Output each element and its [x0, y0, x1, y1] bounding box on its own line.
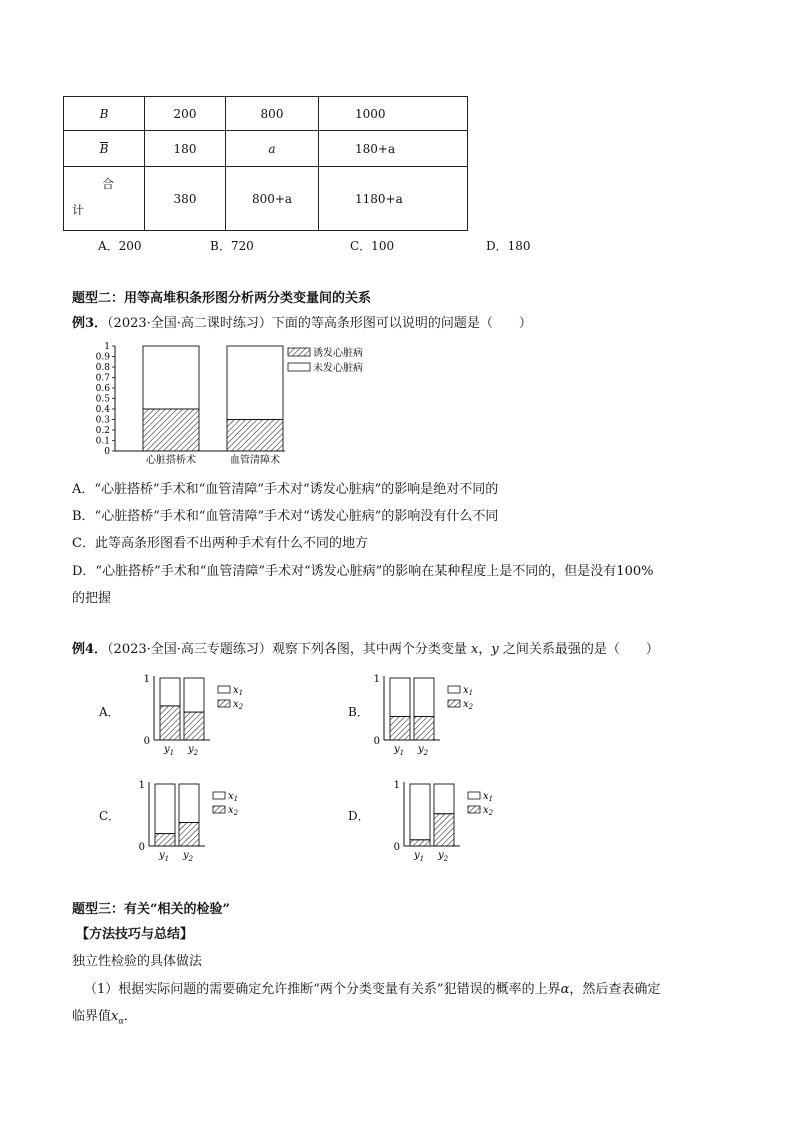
separator: ，	[478, 642, 492, 657]
y-tick-label: 1	[143, 674, 150, 685]
example-3-option-a: A．“心脏搭桥”手术和“血管清障”手术对“诱发心脏病”的影响是绝对不同的	[72, 482, 499, 497]
table-row	[64, 167, 468, 231]
legend-label: $x_2$	[228, 805, 239, 817]
critical-value-symbol: x	[111, 1009, 119, 1024]
example-3-stem	[72, 312, 532, 331]
bar-segment-plain	[160, 678, 180, 706]
legend-label: $x_2$	[483, 805, 494, 817]
q2-option-a: A．200	[98, 239, 142, 253]
y-tick-label: 0	[138, 842, 145, 853]
bars	[143, 346, 283, 451]
bar-segment-plain	[434, 784, 454, 814]
bar-segment-plain	[414, 678, 434, 716]
y-tick-label: 0	[104, 447, 110, 457]
legend-swatch-plain	[288, 363, 310, 371]
chart-option-letter: A．	[99, 705, 120, 719]
step-1-end: ．	[123, 1009, 137, 1024]
bar-segment-hatched	[410, 840, 430, 846]
legend-swatch-plain	[448, 686, 460, 693]
example-3-option-c: C．此等高条形图看不出两种手术有什么不同的地方	[72, 536, 368, 551]
legend-label: $x_2$	[233, 699, 244, 711]
bar-segment-hatched	[184, 712, 204, 740]
x-category-label: $y_1$	[394, 744, 405, 757]
legend-swatch-hatched	[218, 700, 230, 707]
chart-option-letter: B．	[348, 705, 369, 719]
table-cell: 1000	[319, 97, 468, 131]
table-cell: a	[226, 131, 319, 167]
legend-swatch-hatched	[288, 348, 310, 356]
option-chart	[370, 672, 490, 758]
legend-swatch-hatched	[448, 700, 460, 707]
legend-label: $x_1$	[483, 791, 494, 803]
legend-swatch-hatched	[213, 806, 225, 813]
q2-option-b: B．720	[210, 239, 254, 253]
example-3-option-b: B．“心脏搭桥”手术和“血管清障”手术对“诱发心脏病”的影响没有什么不同	[72, 509, 499, 524]
var-y: y	[491, 642, 499, 657]
option-chart	[140, 672, 260, 758]
table-row	[64, 97, 468, 131]
example-4-text-tail: 之间关系最强的是（ ）	[502, 642, 659, 657]
x-labels	[146, 453, 280, 466]
y-tick-label: 0.3	[95, 415, 110, 426]
x-category-label: 心脏搭桥术	[146, 455, 196, 466]
bar-segment-disease	[143, 409, 199, 451]
method-subtitle: 独立性检验的具体做法	[72, 954, 203, 969]
bar-segment-disease	[227, 420, 283, 452]
chart-option-letter: C．	[99, 809, 121, 823]
table-row	[64, 131, 468, 167]
x-category-label: $y_1$	[164, 744, 175, 757]
x-category-label: $y_2$	[183, 850, 194, 863]
example-4-text: （2023·全国·高三专题练习）观察下列各图，其中两个分类变量	[107, 642, 467, 657]
row-label	[64, 131, 145, 167]
row-label-b-bar: B	[99, 141, 109, 156]
legend-swatch-plain	[218, 686, 230, 693]
legend	[288, 346, 363, 374]
legend-label: $x_1$	[233, 685, 244, 697]
example-3-option-d-cont: 的把握	[72, 591, 112, 606]
table-cell: 180+a	[319, 131, 468, 167]
table-cell: 800	[226, 97, 319, 131]
legend-label: 未发心脏病	[313, 363, 363, 374]
x-category-label: $y_1$	[414, 850, 425, 863]
y-tick-label: 0.6	[95, 384, 110, 394]
legend-label: $x_1$	[228, 791, 239, 803]
bar-segment-hatched	[179, 822, 199, 846]
table-cell: 180	[145, 131, 226, 167]
x-category-label: $y_2$	[418, 744, 429, 757]
row-label-total	[64, 167, 145, 231]
step-1-text-b: ，然后查表确定	[569, 982, 661, 997]
y-tick-label: 0.7	[95, 373, 110, 384]
table-cell: 200	[145, 97, 226, 131]
bar-segment-plain	[179, 784, 199, 822]
legend-swatch-plain	[468, 792, 480, 799]
y-tick-label: 1	[138, 780, 145, 791]
row-label: B	[64, 97, 145, 131]
step-1-text-a: （1）根据实际问题的需要确定允许推断“两个分类变量有关系”犯错误的概率的上界	[84, 982, 561, 997]
legend-label: 诱发心脏病	[313, 348, 363, 359]
y-tick-label: 1	[373, 674, 380, 685]
x-category-label: 血管清障术	[230, 455, 280, 466]
table-cell: 1180+a	[319, 167, 468, 231]
section-title-3: 题型三：有关“相关的检验”	[72, 902, 230, 917]
bar-segment-hatched	[390, 716, 410, 740]
bar-segment-no-disease	[227, 346, 283, 420]
x-category-label: $y_1$	[159, 850, 170, 863]
y-tick-label: 1	[104, 342, 110, 352]
option-chart	[135, 778, 255, 864]
var-x: x	[471, 642, 479, 657]
q2-option-c: C．100	[350, 239, 395, 253]
x-category-label: $y_2$	[438, 850, 449, 863]
total-label-top: 合	[102, 177, 115, 191]
legend-swatch-hatched	[468, 806, 480, 813]
example-3-text: （2023·全国·高二课时练习）下面的等高条形图可以说明的问题是（ ）	[107, 316, 532, 331]
bar-segment-no-disease	[143, 346, 199, 409]
example-4-label: 例4．	[72, 642, 108, 657]
bar-segment-hatched	[155, 834, 175, 846]
bar-segment-plain	[410, 784, 430, 840]
table-cell: 800+a	[226, 167, 319, 231]
example-3-option-d: D．“心脏搭桥”手术和“血管清障”手术对“诱发心脏病”的影响在某种程度上是不同的，但是没有100%	[72, 564, 654, 579]
step-1-cont	[72, 1005, 137, 1026]
alpha-symbol: α	[560, 982, 570, 997]
option-chart	[390, 778, 510, 864]
step-1-text-c: 临界值	[72, 1009, 112, 1024]
legend-label: $x_1$	[463, 685, 474, 697]
bar-segment-plain	[184, 678, 204, 712]
total-label-bottom: 计	[72, 203, 85, 217]
bar-segment-hatched	[160, 706, 180, 740]
y-tick-label: 0.1	[95, 436, 110, 447]
y-tick-label: 0.8	[95, 363, 110, 373]
y-tick-label: 0.5	[95, 394, 110, 405]
example-3-label: 例3．	[72, 316, 108, 331]
bar-segment-plain	[390, 678, 410, 716]
bar-segment-plain	[155, 784, 175, 834]
contingency-table	[63, 96, 468, 231]
y-tick-label: 0	[373, 736, 380, 747]
critical-value-subscript: α	[118, 1016, 124, 1026]
method-title: 【方法技巧与总结】	[76, 927, 194, 942]
chart-option-letter: D．	[348, 809, 370, 823]
y-tick-label: 0	[143, 736, 150, 747]
x-category-label: $y_2$	[188, 744, 199, 757]
y-tick-label: 0.4	[95, 405, 110, 415]
bar-segment-hatched	[434, 814, 454, 846]
legend-label: $x_2$	[463, 699, 474, 711]
legend-swatch-plain	[213, 792, 225, 799]
y-tick-label: 0.2	[95, 426, 110, 436]
bar-segment-hatched	[414, 716, 434, 740]
example-3-chart	[95, 338, 395, 470]
y-tick-label: 0.9	[95, 352, 110, 363]
table-cell: 380	[145, 167, 226, 231]
section-title-2: 题型二：用等高堆积条形图分析两分类变量间的关系	[72, 291, 372, 306]
q2-option-d: D．180	[486, 239, 531, 253]
step-1	[84, 978, 660, 997]
y-tick-label: 0	[393, 842, 400, 853]
example-4-stem	[72, 638, 659, 657]
y-tick-label: 1	[393, 780, 400, 791]
